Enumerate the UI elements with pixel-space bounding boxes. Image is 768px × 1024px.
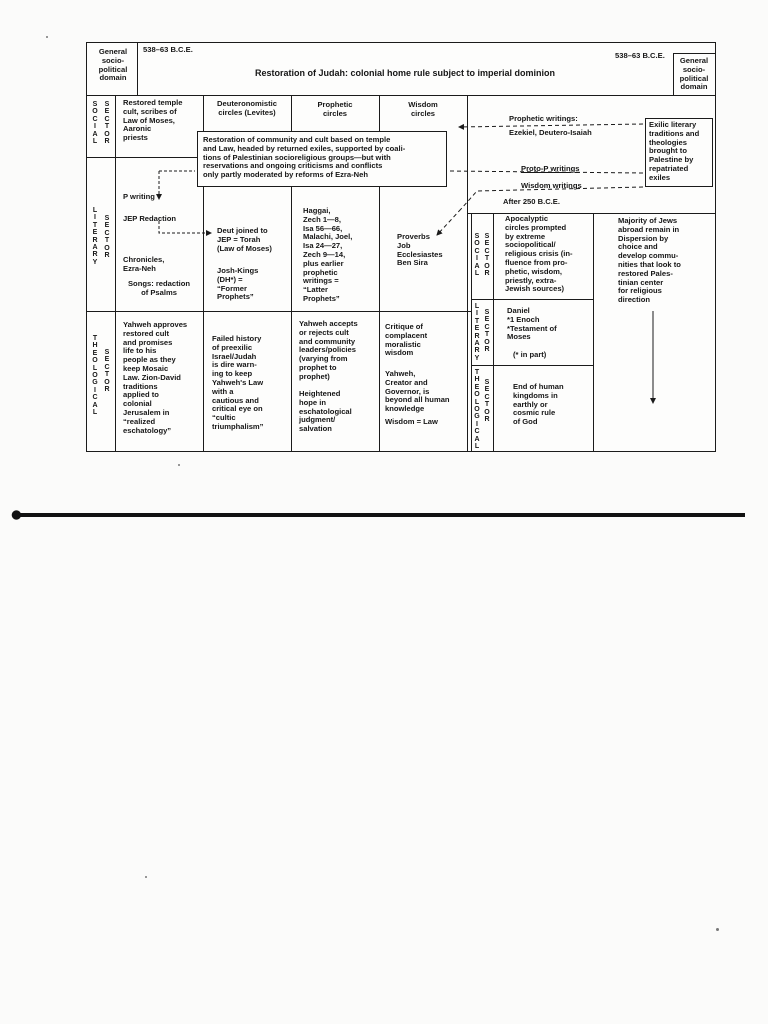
theo-wisdom-law-text: Wisdom = Law (385, 417, 438, 426)
connector-arrows (87, 43, 717, 453)
social-sector-label: S E C T O R (104, 101, 110, 146)
social-wisdom-text: Wisdom circles (408, 100, 438, 118)
left-date: 538–63 B.C.E. (143, 45, 193, 54)
right-date: 538–63 B.C.E. (615, 51, 665, 60)
scan-speck (178, 464, 180, 466)
social-prophetic-text: Prophetic circles (317, 100, 353, 118)
page-divider-line (14, 513, 745, 517)
theo-prophetic-text: Yahweh accepts or rejects cult and community leaders/policies (varying from prophet to prophet) (299, 319, 358, 381)
jep-redaction-label: JEP Redaction (123, 214, 177, 223)
social-label: S O C I A L (92, 101, 98, 146)
chart-title: Restoration of Judah: colonial home rule subject to imperial dominion (254, 68, 556, 78)
apocalyptic-text: Apocalyptic circles prompted by extreme sociopolitical/ religious crisis (in- fluence from pro- phetic, wisdom, priestly, extra- Jewish sources) (505, 214, 573, 294)
social-deut-text: Deuteronomistic circles (Levites) (217, 99, 277, 117)
scan-speck (716, 928, 719, 931)
theo-temple-text: Yahweh approves restored cult and promises life to his people as they keep Mosaic Law. Zion-David traditions applied to colonial Jerusalem in “realized eschatology” (123, 320, 188, 435)
theological-label: T H E O L O G I C A L (92, 335, 98, 417)
daniel-text: Daniel *1 Enoch *Testament of Moses (507, 306, 557, 342)
divider-end-mark (8, 508, 22, 522)
arrow-prophetic-writings (459, 124, 643, 127)
theo-deut-text: Failed history of preexilic Israel/Judah is dire warn- ing to keep Yahweh's Law with a cautious and critical eye on “cultic triumphalism” (212, 334, 264, 431)
prophetic-writings-label: Prophetic writings: (509, 114, 578, 123)
end-kingdoms-text: End of human kingdoms in earthly or cosmic rule of God (513, 382, 564, 427)
later-literary-label: L I T E R A R Y (474, 303, 480, 362)
arrow-wisdom-writings (461, 187, 643, 209)
restoration-box (197, 131, 447, 187)
restoration-text: Restoration of community and cult based on temple and Law, headed by returned exiles, supported by coali- tions of Palestinian socioreligious groups—but with reservations and ongoing criticisms and conflicts only partly moderated by reforms of Ezra-Neh (203, 135, 406, 180)
chronicles-label: Chronicles, Ezra-Neh (123, 255, 165, 273)
scan-speck (145, 876, 147, 878)
theo-wisdom-creator-text: Yahweh, Creator and Governor, is beyond all human knowledge (385, 369, 450, 414)
later-literary-sector-label: S E C T O R (484, 309, 490, 354)
in-part-note: (* in part) (513, 350, 547, 359)
proto-p-label: Proto-P writings (521, 164, 580, 173)
wisdom-writings-label: Wisdom writings (521, 181, 582, 190)
p-writing-label: P writing (123, 192, 155, 201)
later-social-sector-label: S E C T O R (484, 233, 490, 278)
later-social-label: S O C I A L (474, 233, 480, 278)
lit-deut-text: Deut joined to JEP = Torah (Law of Moses) (217, 226, 272, 253)
lit-wisdom-text: Proverbs Job Ecclesiastes Ben Sira (397, 232, 443, 268)
right-domain-label: General socio- political domain (679, 56, 709, 92)
later-theological-label: T H E O L O G I C A L (474, 369, 480, 451)
social-temple-text: Restored temple cult, scribes of Law of Moses, Aaronic priests (123, 98, 183, 143)
after-250-label: After 250 B.C.E. (503, 197, 560, 206)
ezekiel-label: Ezekiel, Deutero-Isaiah (509, 128, 592, 137)
arrow-to-proverbs (437, 209, 461, 235)
arrow-jep-to-deut (159, 221, 211, 233)
theo-wisdom-text: Critique of complacent moralistic wisdom (385, 322, 428, 358)
songs-label: Songs: redaction of Psalms (127, 279, 191, 297)
lit-joshkings-text: Josh-Kings (DH*) = “Former Prophets” (217, 266, 259, 302)
exilic-traditions-text: Exilic literary traditions and theologies brought to Palestine by repatriated exiles (649, 120, 700, 182)
scan-speck (46, 36, 48, 38)
diaspora-text: Majority of Jews abroad remain in Dispersion by choice and develop commu- nities that look to restored Pales- tinian center for religious direction (618, 216, 681, 305)
later-theological-sector-label: S E C T O R (484, 379, 490, 424)
lit-prophets-text: Haggai, Zech 1—8, Isa 56—66, Malachi, Joel, Isa 24—27, Zech 9—14, plus earlier prophetic writings = “Latter Prophets” (303, 206, 353, 303)
literary-label: L I T E R A R Y (92, 207, 98, 266)
left-domain-label: General socio- political domain (98, 47, 128, 83)
theo-prophetic-hope-text: Heightened hope in eschatological judgment/ salvation (299, 389, 352, 434)
theological-sector-label: S E C T O R (104, 349, 110, 394)
literary-sector-label: S E C T O R (104, 215, 110, 260)
restoration-chart (86, 42, 716, 452)
arrow-proto-p (449, 171, 643, 173)
